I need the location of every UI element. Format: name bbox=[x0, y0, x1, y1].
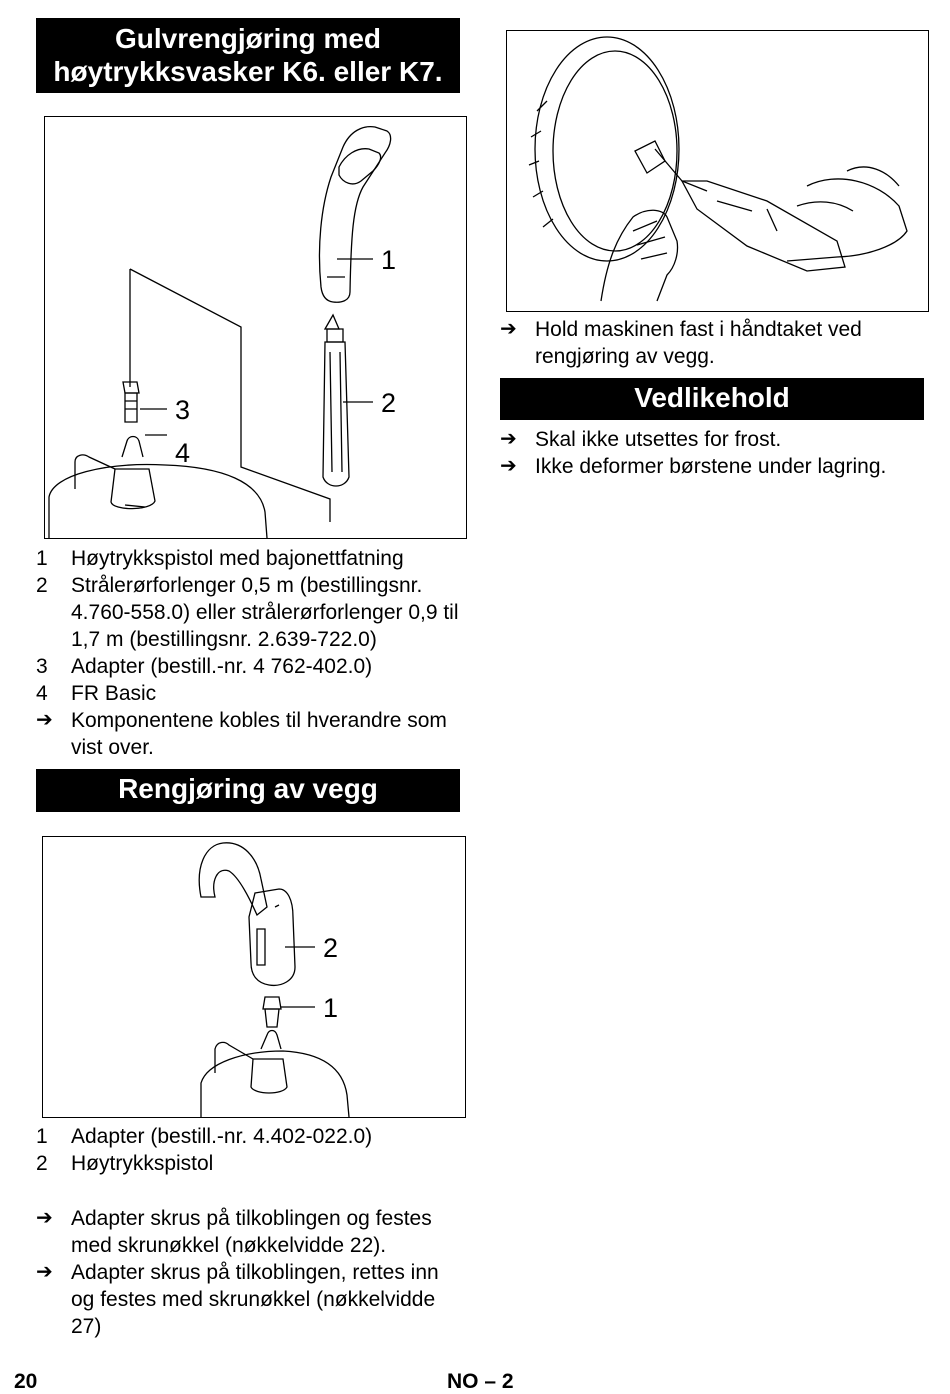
item-text: Adapter (bestill.-nr. 4 762-402.0) bbox=[71, 655, 373, 678]
step-text: Ikke deformer børstene under lagring. bbox=[535, 455, 887, 478]
floor-assembly-illustration bbox=[44, 116, 467, 539]
item-number: 1 bbox=[36, 1125, 48, 1148]
wall-steps-list bbox=[36, 1205, 466, 1340]
callout-3: 3 bbox=[175, 395, 191, 425]
item-text: FR Basic bbox=[71, 682, 157, 705]
instruction-step bbox=[36, 1205, 466, 1259]
item-text: Strålerørforlenger 0,5 m (bestillingsnr. 4.760-558.0) eller strålerørforlenger 0,9 til 1,7 m (bestillingsnr. 2.639-722.0) bbox=[71, 574, 459, 651]
step-text: Adapter skrus på tilkoblingen og festes med skrunøkkel (nøkkelvidde 22). bbox=[71, 1207, 432, 1257]
list-item bbox=[36, 1150, 466, 1177]
item-text: Adapter (bestill.-nr. 4.402-022.0) bbox=[71, 1125, 373, 1148]
arrow-icon: ➔ bbox=[36, 1207, 53, 1229]
page-code: NO – 2 bbox=[447, 1370, 514, 1393]
instruction-step bbox=[500, 316, 930, 370]
wall-callout-2: 2 bbox=[323, 933, 339, 963]
list-item bbox=[36, 572, 466, 653]
instruction-step bbox=[500, 453, 930, 480]
item-text: Høytrykkspistol med bajonettfatning bbox=[71, 547, 404, 570]
list-item bbox=[36, 1123, 466, 1150]
item-number: 1 bbox=[36, 547, 48, 570]
callout-2: 2 bbox=[381, 388, 397, 418]
step-text: Hold maskinen fast i håndtaket ved rengjøring av vegg. bbox=[535, 318, 862, 368]
wall-parts-list bbox=[36, 1123, 466, 1177]
list-item bbox=[36, 653, 466, 680]
arrow-icon: ➔ bbox=[500, 428, 517, 450]
item-number: 3 bbox=[36, 655, 48, 678]
wall-cleaning-illustration bbox=[506, 30, 929, 312]
wall-hold-list bbox=[500, 316, 930, 370]
list-item bbox=[36, 680, 466, 707]
arrow-icon: ➔ bbox=[500, 318, 517, 340]
arrow-icon: ➔ bbox=[500, 455, 517, 477]
section-heading-floor-cleaning: Gulvrengjøring med høytrykksvasker K6. eller K7. bbox=[36, 18, 460, 93]
callout-4: 4 bbox=[175, 438, 191, 468]
instruction-step bbox=[36, 707, 466, 761]
floor-parts-list bbox=[36, 545, 466, 761]
wall-adapter-illustration bbox=[42, 836, 466, 1118]
step-text: Skal ikke utsettes for frost. bbox=[535, 428, 782, 451]
item-text: Høytrykkspistol bbox=[71, 1152, 214, 1175]
item-number: 2 bbox=[36, 1152, 48, 1175]
instruction-step bbox=[36, 1259, 466, 1340]
section-heading-maintenance: Vedlikehold bbox=[500, 378, 924, 420]
step-text: Komponentene kobles til hverandre som vist over. bbox=[71, 709, 447, 759]
arrow-icon: ➔ bbox=[36, 1261, 53, 1283]
list-item bbox=[36, 545, 466, 572]
step-text: Adapter skrus på tilkoblingen, rettes inn og festes med skrunøkkel (nøkkelvidde 27) bbox=[71, 1261, 439, 1338]
section-heading-wall-cleaning: Rengjøring av vegg bbox=[36, 769, 460, 812]
arrow-icon: ➔ bbox=[36, 709, 53, 731]
item-number: 2 bbox=[36, 574, 48, 597]
item-number: 4 bbox=[36, 682, 48, 705]
wall-callout-1: 1 bbox=[323, 993, 339, 1023]
callout-1: 1 bbox=[381, 245, 397, 275]
instruction-step bbox=[500, 426, 930, 453]
maintenance-list bbox=[500, 426, 930, 480]
page-number: 20 bbox=[14, 1370, 38, 1393]
